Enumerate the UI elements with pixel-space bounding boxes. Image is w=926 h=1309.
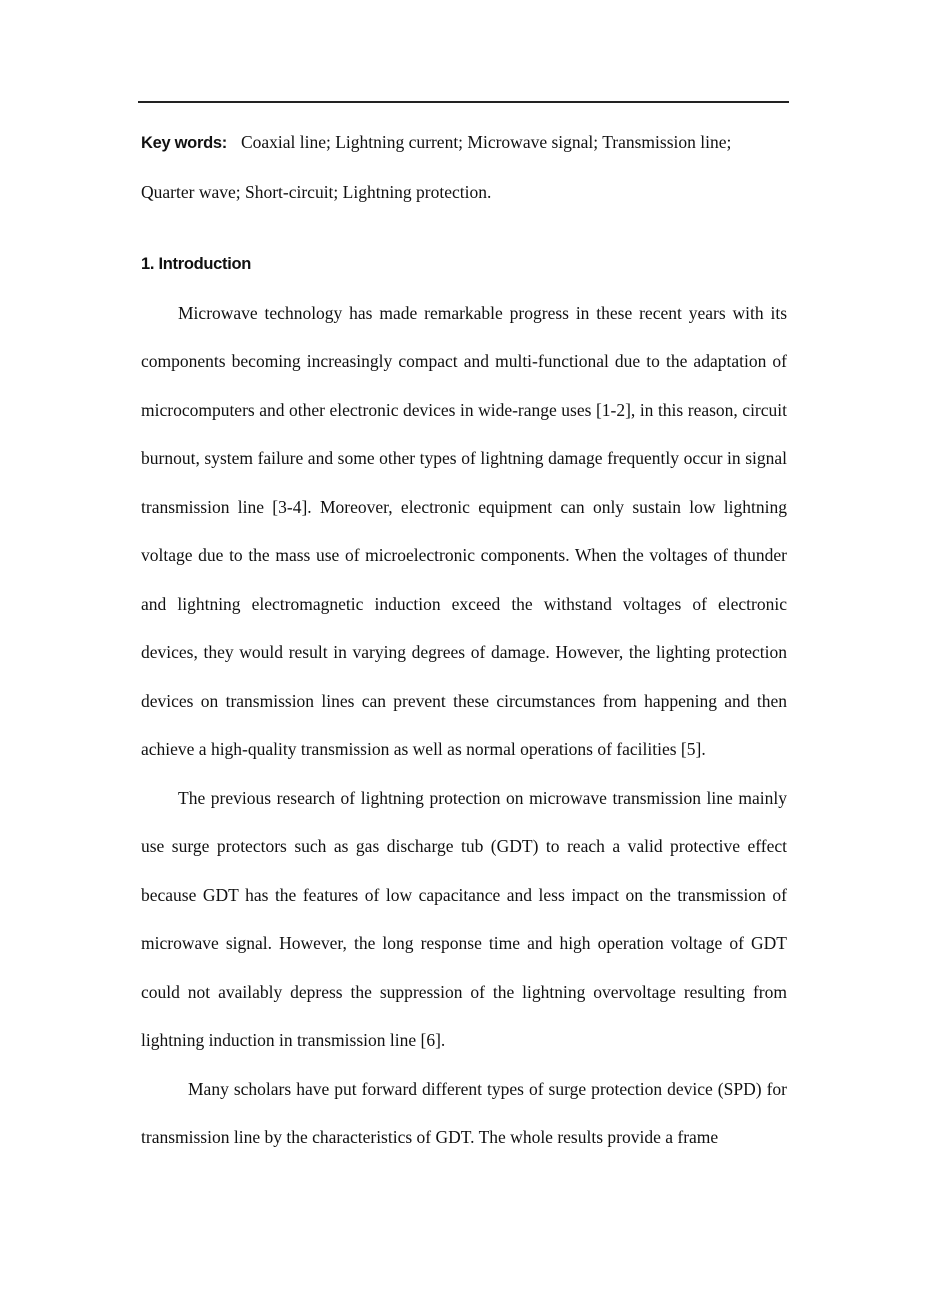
- section-heading: 1. Introduction: [141, 255, 252, 273]
- keywords-block: [141, 118, 787, 216]
- header-rule: [138, 101, 789, 103]
- keywords-text: Coaxial line; Lightning current; Microwave signal; Transmission line; Quarter wave; Short-circuit; Lightning protection.: [141, 132, 732, 202]
- page-body: [141, 118, 787, 1162]
- paragraph-1: Microwave technology has made remarkable progress in these recent years with its components becoming increasingly compact and multi-functional due to the adaptation of microcomputers and other electronic devices in wide-range uses [1-2], in this reason, circuit burnout, system failure and some other types of lightning damage frequently occur in signal transmission line [3-4]. Moreover, electronic equipment can only sustain low lightning voltage due to the mass use of microelectronic components. When the voltages of thunder and lightning electromagnetic induction exceed the withstand voltages of electronic devices, they would result in varying degrees of damage. However, the lighting protection devices on transmission lines can prevent these circumstances from happening and then achieve a high-quality transmission as well as normal operations of facilities [5].: [141, 302, 787, 759]
- paragraph-2: The previous research of lightning protection on microwave transmission line mainly use surge protectors such as gas discharge tub (GDT) to reach a valid protective effect because GDT has the features of low capacitance and less impact on the transmission of microwave signal. However, the long response time and high operation voltage of GDT could not availably depress the suppression of the lightning overvoltage resulting from lightning induction in transmission line [6].: [141, 787, 787, 1050]
- keywords-label: Key words:: [141, 134, 227, 152]
- paragraph-3: Many scholars have put forward different types of surge protection device (SPD) for transmission line by the characteristics of GDT. The whole results provide a frame: [141, 1078, 787, 1147]
